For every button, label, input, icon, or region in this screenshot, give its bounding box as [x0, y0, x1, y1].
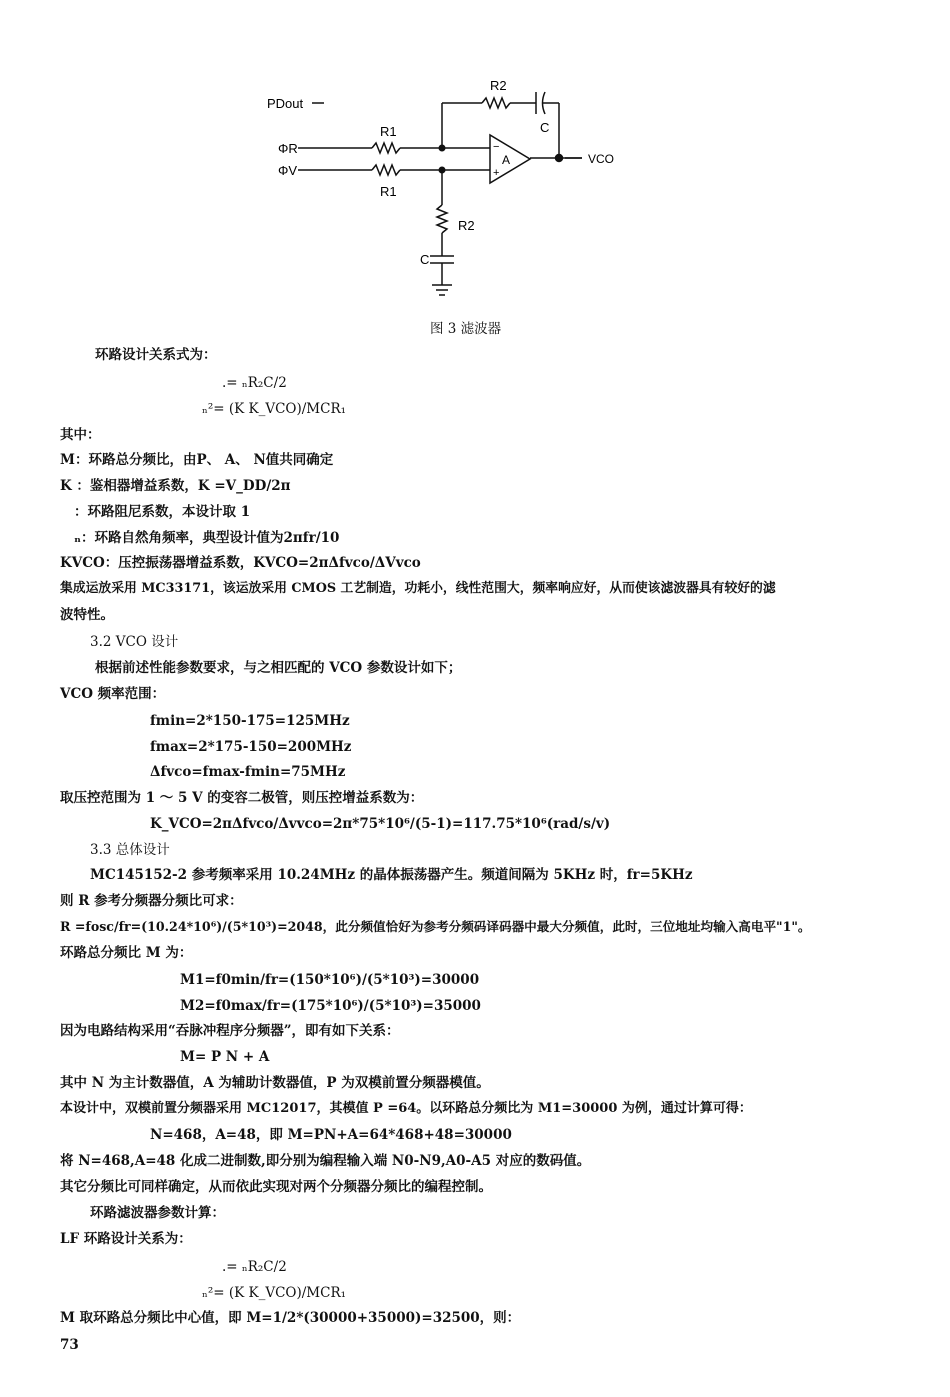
circuit-diagram [262, 70, 642, 310]
r1-top-label: R1 [380, 124, 397, 139]
paragraph-line: 因为电路结构采用“吞脉冲程序分频器”，即有如下关系： [60, 1023, 400, 1039]
paragraph-line: VCO 频率范围： [60, 686, 166, 702]
vco-label: VCO [588, 152, 615, 166]
paragraph-line: 环路设计关系式为： [95, 347, 217, 363]
paragraph-line: M：环路总分频比，由P、 A、 N值共同确定 [60, 452, 334, 468]
equation-line: M= P N + A [180, 1049, 270, 1065]
equation-line: M2=f0max/fr=(175*10⁶)/(5*10³)=35000 [180, 998, 481, 1014]
paragraph-line: ₙ：环路自然角频率，典型设计值为2πfr/10 [74, 530, 340, 546]
paragraph-line: 其中： [60, 427, 101, 443]
phi-v-label: ΦV [278, 163, 298, 178]
paragraph-line: 本设计中，双模前置分频器采用 MC12017，其模值 P =64。以环路总分频比为 M1=30000 为例，通过计算可得： [60, 1101, 752, 1116]
amp-label: A [502, 153, 511, 167]
paragraph-line: 环路滤波器参数计算： [90, 1205, 225, 1221]
paragraph-line: K ：鉴相器增益系数，K =V_DD/2π [60, 478, 291, 494]
paragraph-line: 集成运放采用 MC33171，该运放采用 CMOS 工艺制造，功耗小，线性范围大，频率响应好，从而使该滤波器具有较好的滤 [60, 581, 776, 596]
page-number: 73 [60, 1337, 79, 1353]
equation-line: ₙ²= (K K_VCO)/MCR₁ [202, 1285, 347, 1301]
r1-bottom-label: R1 [380, 184, 397, 199]
c-feedback-label: C [540, 120, 550, 135]
r2-shunt-label: R2 [458, 218, 475, 233]
paragraph-line: LF 环路设计关系为： [60, 1231, 192, 1247]
paragraph-line: M 取环路总分频比中心值，即 M=1/2*(30000+35000)=32500，则： [60, 1310, 521, 1326]
paragraph-line: 其它分频比可同样确定，从而依此实现对两个分频器分频比的编程控制。 [60, 1179, 492, 1195]
section-heading: 3.2 VCO 设计 [90, 634, 179, 650]
r2-feedback-label: R2 [490, 78, 507, 93]
paragraph-line: 其中 N 为主计数器值，A 为辅助计数器值，P 为双模前置分频器模值。 [60, 1075, 490, 1091]
amp-plus-label: + [493, 167, 500, 179]
equation-line: Δfvco=fmax-fmin=75MHz [150, 764, 346, 780]
equation-line: fmax=2*175-150=200MHz [150, 739, 352, 755]
phi-r-label: ΦR [278, 141, 298, 156]
amp-minus-label: − [493, 141, 500, 153]
equation-line: fmin=2*150-175=125MHz [150, 713, 350, 729]
paragraph-line: KVCO：压控振荡器增益系数，KVCO=2πΔfvco/ΔVvco [60, 555, 421, 571]
paragraph-line: 环路总分频比 M 为： [60, 945, 193, 961]
paragraph-line: 波特性。 [60, 607, 114, 623]
equation-line: .= ₙR₂C/2 [222, 1259, 287, 1275]
figure-caption: 图 3 滤波器 [430, 321, 502, 337]
filter-schematic [262, 70, 642, 310]
equation-line: K_VCO=2πΔfvco/Δvvco=2π*75*10⁶/(5-1)=117.75*10⁶(rad/s/v) [150, 816, 611, 832]
equation-line: ₙ²= (K K_VCO)/MCR₁ [202, 401, 347, 417]
paragraph-line: ：环路阻尼系数，本设计取 1 [74, 504, 251, 520]
equation-line: M1=f0min/fr=(150*10⁶)/(5*10³)=30000 [180, 972, 480, 988]
equation-line: N=468，A=48，即 M=PN+A=64*468+48=30000 [150, 1127, 512, 1143]
paragraph-line: R =fosc/fr=(10.24*10⁶)/(5*10³)=2048，此分频值恰好为参考分频码译码器中最大分频值，此时，三位地址均输入高电平"1"。 [60, 919, 811, 934]
paragraph-line: 将 N=468,A=48 化成二进制数,即分别为编程输入端 N0-N9,A0-A5 对应的数码值。 [60, 1153, 591, 1169]
node-dot [439, 167, 446, 174]
paragraph-line: 取压控范围为 1 ～ 5 V 的变容二极管，则压控增益系数为： [60, 790, 424, 806]
section-heading: 3.3 总体设计 [90, 842, 170, 858]
equation-line: .= ₙR₂C/2 [222, 375, 287, 391]
node-dot [439, 145, 446, 152]
paragraph-line: 根据前述性能参数要求，与之相匹配的 VCO 参数设计如下； [95, 660, 462, 676]
paragraph-line: 则 R 参考分频器分频比可求： [60, 893, 243, 909]
pdout-label: PDout [267, 96, 304, 111]
paragraph-line: MC145152-2 参考频率采用 10.24MHz 的晶体振荡器产生。频道间隔为 5KHz 时，fr=5KHz [90, 867, 693, 883]
c-shunt-label: C [420, 252, 430, 267]
